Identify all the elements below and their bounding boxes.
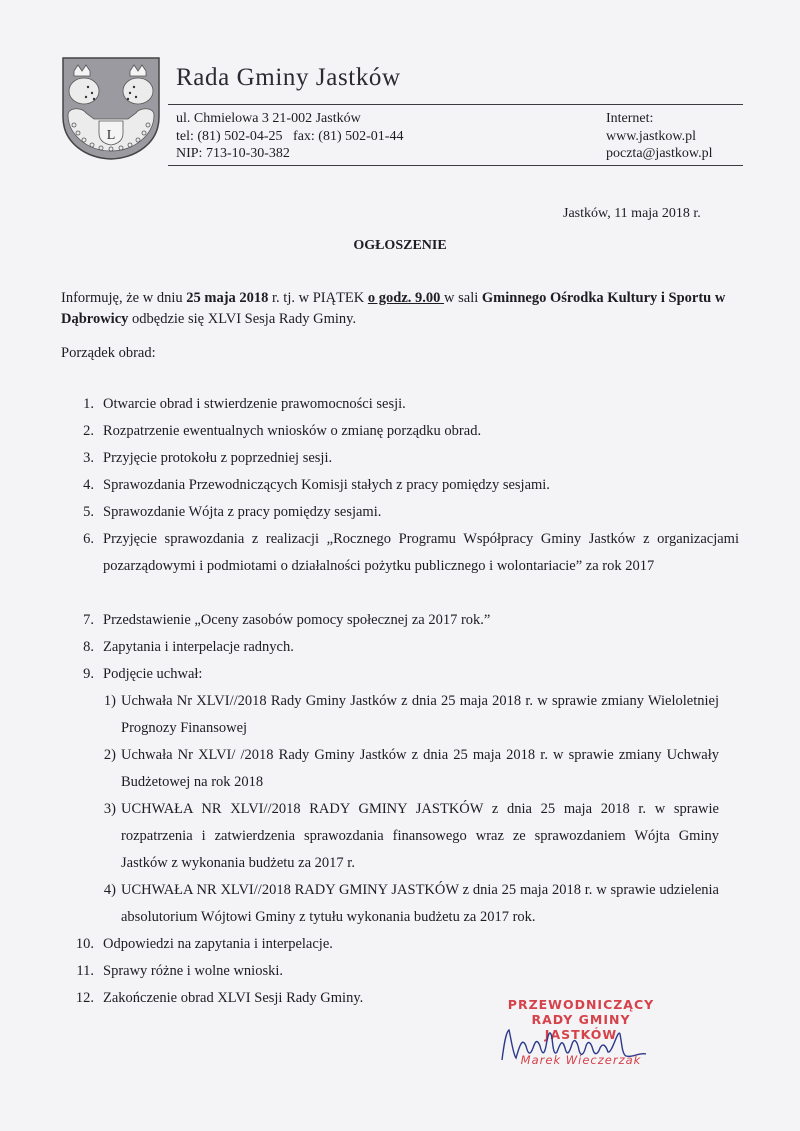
internet-label: Internet: <box>606 111 654 126</box>
agenda-text: Sprawy różne i wolne wnioski. <box>103 963 284 979</box>
coat-of-arms-icon <box>60 55 162 161</box>
website-link[interactable]: www.jastkow.pl <box>606 128 696 144</box>
resolution-number: 1) <box>103 693 116 709</box>
agenda-text: Otwarcie obrad i stwierdzenie prawomocności sesji. <box>103 396 406 412</box>
phone-fax-line: tel: (81) 502-04-25 fax: (81) 502-01-44 <box>176 128 404 144</box>
agenda-text: Sprawozdanie Wójta z pracy pomiędzy sesjami. <box>103 504 382 520</box>
address-block <box>176 110 403 163</box>
agenda-text: Zakończenie obrad XLVI Sesji Rady Gminy. <box>103 990 364 1006</box>
agenda-text: Przedstawienie „Oceny zasobów pomocy społecznej za 2017 rok.” <box>103 612 491 628</box>
agenda-number: 6. <box>83 531 94 547</box>
session-date: 25 maja 2018 <box>186 290 269 306</box>
agenda-number: 9. <box>83 666 94 682</box>
intro-paragraph <box>61 288 741 330</box>
resolution-text: Uchwała Nr XLVI/ /2018 Rady Gminy Jastków z dnia 25 maja 2018 r. w sprawie zmiany Uchwały Budżetowej na rok 2018 <box>121 747 719 790</box>
agenda-text: Podjęcie uchwał: <box>103 666 203 682</box>
agenda-number: 5. <box>83 504 94 520</box>
intro-text: w sali <box>444 290 482 306</box>
agenda-text: Przyjęcie protokołu z poprzedniej sesji. <box>103 450 333 466</box>
internet-block <box>606 110 712 163</box>
resolution-text: UCHWAŁA NR XLVI//2018 RADY GMINY JASTKÓW z dnia 25 maja 2018 r. w sprawie rozpatrzenia i zatwierdzenia sprawozdania finansowego wraz ze sprawozdaniem Wójta Gminy Jastków z wykonania budżetu za 2017 r. <box>121 801 719 871</box>
date-line: Jastków, 11 maja 2018 r. <box>563 206 701 221</box>
email-link[interactable]: poczta@jastkow.pl <box>606 146 713 161</box>
stamp-council: RADY GMINY JASTKÓW <box>531 1012 631 1042</box>
intro-text: odbędzie się XLVI Sesja Rady Gminy. <box>128 311 357 327</box>
agenda-text: Zapytania i interpelacje radnych. <box>103 639 294 655</box>
svg-text:L: L <box>106 128 116 143</box>
agenda-number: 3. <box>83 450 94 466</box>
agenda-number: 12. <box>75 990 94 1006</box>
header-rule-top <box>168 104 743 105</box>
document-title: OGŁOSZENIE <box>353 238 447 253</box>
header-rule-bottom <box>168 165 743 166</box>
address-line: ul. Chmielowa 3 21-002 Jastków <box>176 111 361 126</box>
session-time: o godz. 9.00 <box>367 290 445 306</box>
agenda-text: Przyjęcie sprawozdania z realizacji „Rocznego Programu Współpracy Gminy Jastków z organizacjami pozarządowymi i podmiotami o działalności pożytku publicznego i wolontariacie” za rok 2017 <box>103 531 739 574</box>
resolution-number: 4) <box>103 882 116 898</box>
resolution-text: Uchwała Nr XLVI//2018 Rady Gminy Jastków z dnia 25 maja 2018 r. w sprawie zmiany Wieloletniej Prognozy Finansowej <box>121 693 719 736</box>
resolution-text: UCHWAŁA NR XLVI//2018 RADY GMINY JASTKÓW z dnia 25 maja 2018 r. w sprawie udzielenia absolutorium Wójtowi Gminy z tytułu wykonania budżetu za 2017 rok. <box>121 882 719 925</box>
agenda-number: 7. <box>83 612 94 628</box>
resolution-number: 2) <box>103 747 116 763</box>
agenda-number: 8. <box>83 639 94 655</box>
agenda-number: 10. <box>75 936 94 952</box>
nip-line: NIP: 713-10-30-382 <box>176 146 290 161</box>
agenda-number: 1. <box>83 396 94 412</box>
agenda-label: Porządek obrad: <box>61 345 156 361</box>
agenda-number: 2. <box>83 423 94 439</box>
organization-name: Rada Gminy Jastków <box>176 64 401 91</box>
agenda-text: Rozpatrzenie ewentualnych wniosków o zmianę porządku obrad. <box>103 423 482 439</box>
resolution-number: 3) <box>103 801 116 817</box>
agenda-text: Odpowiedzi na zapytania i interpelacje. <box>103 936 333 952</box>
agenda-number: 11. <box>76 963 94 979</box>
chairman-name: Marek Wieczerzak <box>520 1053 642 1067</box>
session-venue: Gminnego Ośrodka Kultury i Sportu w Dąbrowicy <box>61 290 726 327</box>
intro-text: r. tj. w PIĄTEK <box>268 290 368 306</box>
agenda-number: 4. <box>83 477 94 493</box>
intro-text: Informuję, że w dniu <box>61 290 187 306</box>
agenda-text: Sprawozdania Przewodniczących Komisji stałych z pracy pomiędzy sesjami. <box>103 477 550 493</box>
stamp-title: PRZEWODNICZĄCY <box>507 997 655 1012</box>
